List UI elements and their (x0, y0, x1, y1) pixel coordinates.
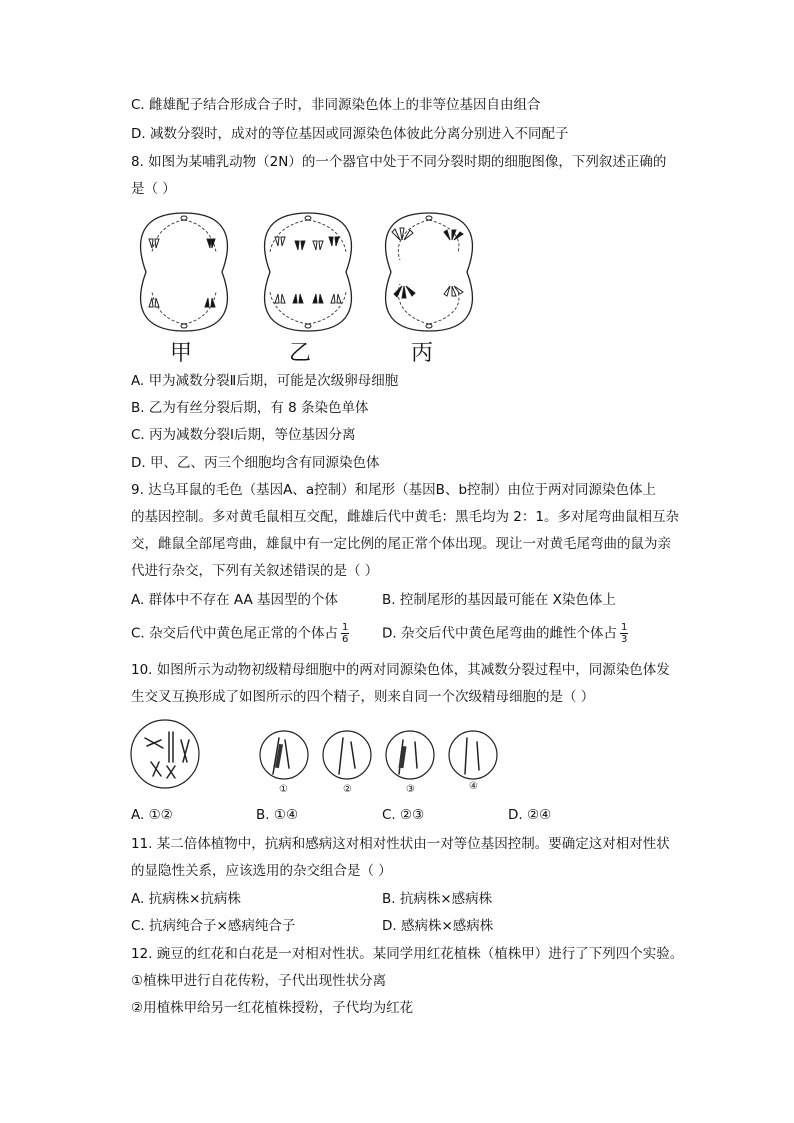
q8-option-c: C. 丙为减数分裂Ⅰ后期，等位基因分离 (131, 427, 356, 443)
q9-option-a: A. 群体中不存在 AA 基因型的个体 (131, 592, 339, 608)
figure-label-bing: 丙 (411, 341, 434, 366)
cell-label-1: ① (279, 784, 288, 795)
q9-stem-line2: 的基因控制。多对黄毛鼠相互交配，雌雄后代中黄毛：黑毛均为 2：1。多对尾弯曲鼠相互杂 (131, 509, 679, 525)
q9-option-d-text: D. 杂交后代中黄色尾弯曲的雌性个体占 (382, 625, 617, 642)
fraction-denominator: 3 (620, 634, 628, 645)
q10-option-b: B. ①④ (256, 807, 299, 823)
figure-label-yi: 乙 (289, 341, 312, 366)
q12-experiment-2: ②用植株甲给另一红花植株授粉，子代均为红花 (131, 1000, 414, 1016)
q8-option-a: A. 甲为减数分裂Ⅱ后期，可能是次级卵母细胞 (131, 373, 399, 389)
q9-stem-line3: 交，雌鼠全部尾弯曲，雄鼠中有一定比例的尾正常个体出现。现让一对黄毛尾弯曲的鼠为亲 (131, 536, 671, 552)
q10-stem-line2: 生交叉互换形成了如图所示的四个精子，则来自同一个次级精母细胞的是（ ） (131, 689, 595, 705)
figure-label-jia: 甲 (170, 341, 193, 366)
q8-cell-figure (132, 210, 482, 335)
q8-option-b: B. 乙为有丝分裂后期，有 8 条染色单体 (131, 400, 369, 416)
q9-option-b: B. 控制尾形的基因最可能在 X染色体上 (382, 592, 616, 608)
q11-option-a: A. 抗病株×抗病株 (131, 891, 241, 907)
q9-option-c (131, 622, 349, 645)
fraction-numerator: 1 (342, 622, 349, 633)
q7-option-c: C. 雌雄配子结合形成合子时，非同源染色体上的非等位基因自由组合 (131, 97, 541, 113)
q9-option-d (382, 622, 628, 645)
q12-experiment-1: ①植株甲进行自花传粉，子代出现性状分离 (131, 973, 387, 989)
fraction-numerator: 1 (620, 622, 628, 633)
fraction-denominator: 6 (342, 634, 349, 645)
q11-option-d: D. 感病株×感病株 (382, 918, 494, 934)
q10-option-d: D. ②④ (508, 807, 552, 823)
q11-stem-line2: 的显隐性关系，应该选用的杂交组合是（ ） (131, 863, 392, 879)
cell-label-2: ② (343, 784, 352, 795)
q11-stem-line1: 11. 某二倍体植物中，抗病和感病这对相对性状由一对等位基因控制。要确定这对相对性状 (131, 836, 670, 852)
q10-cell-figure (131, 718, 501, 800)
q9-option-c-fraction (341, 622, 349, 645)
q9-stem-line1: 9. 达乌耳鼠的毛色（基因A、a控制）和尾形（基因B、b控制）由位于两对同源染色体上 (131, 482, 657, 498)
q8-option-d: D. 甲、乙、丙三个细胞均含有同源染色体 (131, 455, 380, 471)
cell-label-3: ③ (406, 784, 415, 795)
q9-option-c-text: C. 杂交后代中黄色尾正常的个体占 (131, 625, 339, 642)
q9-option-d-fraction (620, 622, 628, 645)
cell-label-4: ④ (469, 781, 478, 792)
q10-option-a: A. ①② (131, 807, 173, 823)
q11-option-b: B. 抗病株×感病株 (382, 891, 493, 907)
q10-stem-line1: 10. 如图所示为动物初级精母细胞中的两对同源染色体，其减数分裂过程中，同源染色体发 (131, 662, 670, 678)
q8-stem-line1: 8. 如图为某哺乳动物（2N）的一个器官中处于不同分裂时期的细胞图像，下列叙述正确的 (131, 154, 667, 170)
q8-stem-line2: 是（ ） (131, 181, 176, 197)
q10-option-c: C. ②③ (382, 807, 425, 823)
q12-stem-line1: 12. 豌豆的红花和白花是一对相对性状。某同学用红花植株（植株甲）进行了下列四个实验。 (131, 946, 684, 962)
q9-stem-line4: 代进行杂交，下列有关叙述错误的是（ ） (131, 563, 379, 579)
q7-option-d: D. 减数分裂时，成对的等位基因或同源染色体彼此分离分别进入不同配子 (131, 126, 569, 142)
q11-option-c: C. 抗病纯合子×感病纯合子 (131, 918, 296, 934)
